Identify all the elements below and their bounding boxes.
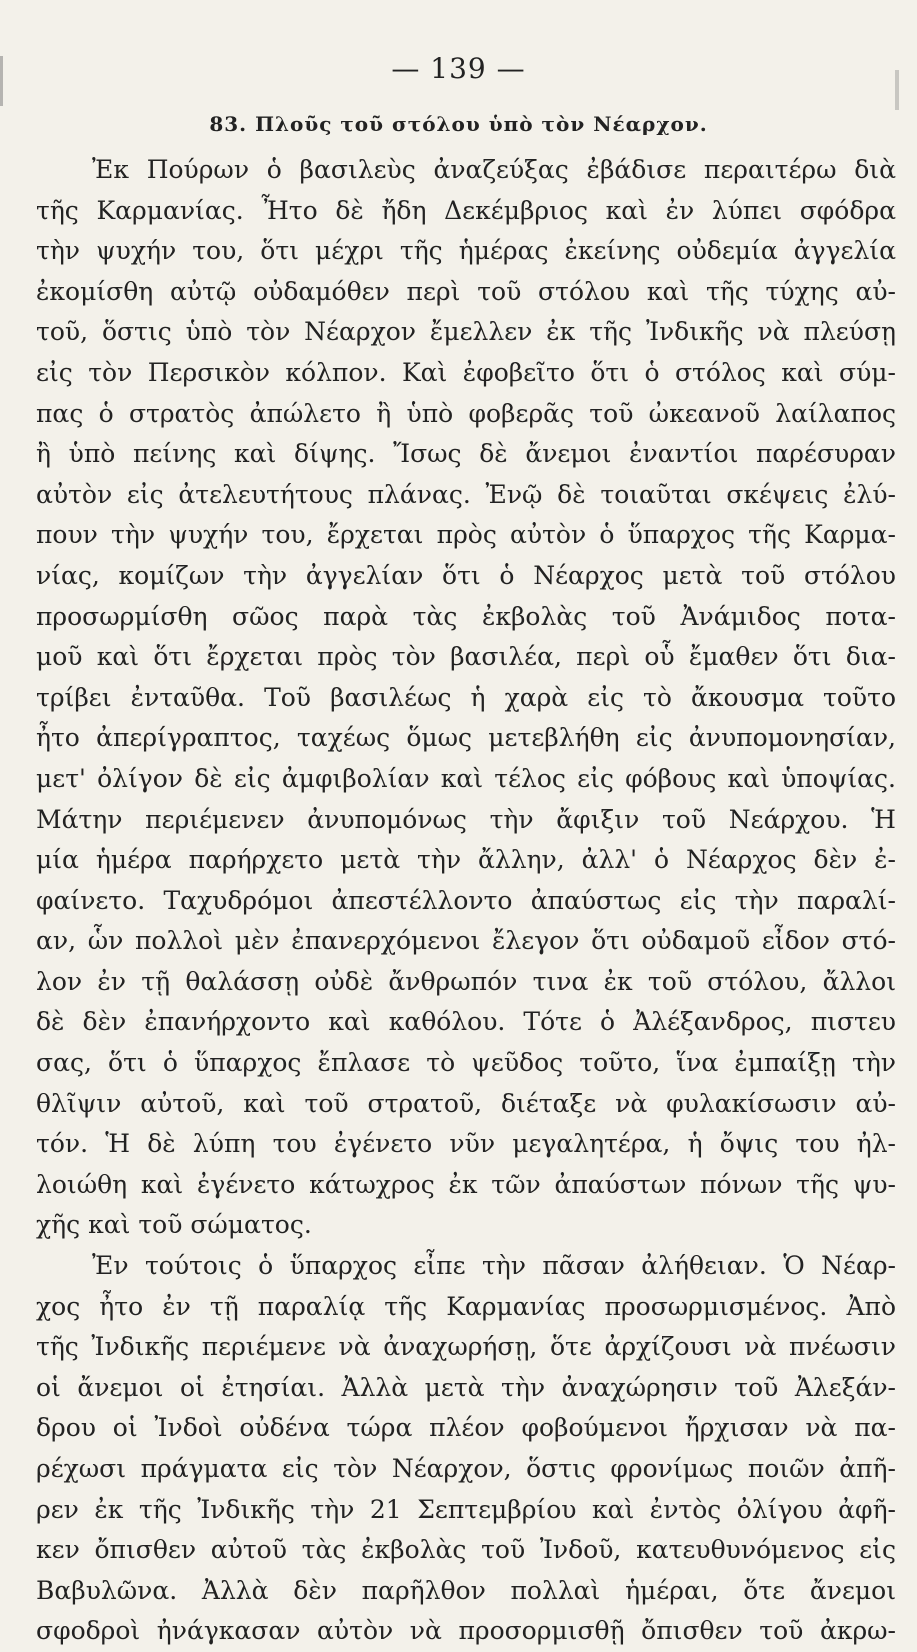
text-line: οἱ ἄνεμοι οἱ ἐτησίαι. Ἀλλὰ μετὰ τὴν ἀναχώρησιν τοῦ Ἀλεξάν- — [36, 1372, 896, 1402]
text-line: τῆς Καρμανίας. Ἦτο δὲ ἤδη Δεκέμβριος καὶ ἐν λύπει σφόδρα — [36, 195, 896, 225]
text-line: αὐτὸν εἰς ἀτελευτήτους πλάνας. Ἐνῷ δὲ τοιαῦται σκέψεις ἐλύ- — [36, 479, 896, 509]
text-line: ἢ ὑπὸ πείνης καὶ δίψης. Ἴσως δὲ ἄνεμοι ἐναντίοι παρέσυραν — [36, 439, 896, 469]
text-line: αν, ὧν πολλοὶ μὲν ἐπανερχόμενοι ἔλεγον ὅτι οὐδαμοῦ εἶδον στό- — [36, 926, 896, 956]
text-line: δὲ δὲν ἐπανήρχοντο καὶ καθόλου. Τότε ὁ Ἀλέξανδρος, πιστευ — [36, 1007, 896, 1037]
text-line: μία ἡμέρα παρήρχετο μετὰ τὴν ἄλλην, ἀλλ' ὁ Νέαρχος δὲν ἐ- — [36, 845, 896, 875]
text-line: τόν. Ἡ δὲ λύπη του ἐγένετο νῦν μεγαλητέρα, ἡ ὄψις του ἠλ- — [36, 1129, 896, 1159]
text-line: πουν τὴν ψυχήν του, ἔρχεται πρὸς αὐτὸν ὁ ὕπαρχος τῆς Καρμα- — [36, 520, 896, 550]
text-line: τρίβει ἐνταῦθα. Τοῦ βασιλέως ἡ χαρὰ εἰς τὸ ἄκουσμα τοῦτο — [36, 682, 896, 712]
text-line: τοῦ, ὅστις ὑπὸ τὸν Νέαρχον ἔμελλεν ἐκ τῆς Ἰνδικῆς νὰ πλεύσῃ — [36, 317, 896, 347]
text-line: ἦτο ἀπερίγραπτος, ταχέως ὅμως μετεβλήθη εἰς ἀνυπομονησίαν, — [36, 723, 896, 753]
text-line: σας, ὅτι ὁ ὕπαρχος ἔπλασε τὸ ψεῦδος τοῦτο, ἵνα ἐμπαίξῃ τὴν — [36, 1048, 896, 1078]
text-line: πας ὁ στρατὸς ἀπώλετο ἢ ὑπὸ φοβερᾶς τοῦ ὠκεανοῦ λαίλαπος — [36, 398, 896, 428]
text-line: Ἐκ Πούρων ὁ βασιλεὺς ἀναζεύξας ἐβάδισε περαιτέρω διὰ — [92, 155, 896, 184]
text-line: κεν ὄπισθεν αὐτοῦ τὰς ἐκβολὰς τοῦ Ἰνδοῦ, κατευθυνόμενος εἰς — [36, 1535, 896, 1565]
text-line: λοιώθη καὶ ἐγένετο κάτωχρος ἐκ τῶν ἀπαύστων πόνων τῆς ψυ- — [36, 1169, 896, 1199]
text-line: Ἐν τούτοις ὁ ὕπαρχος εἶπε τὴν πᾶσαν ἀλήθειαν. Ὁ Νέαρ- — [92, 1251, 896, 1281]
text-line: ρεν ἐκ τῆς Ἰνδικῆς τὴν 21 Σεπτεμβρίου καὶ ἐντὸς ὀλίγου ἀφῆ- — [36, 1494, 896, 1524]
text-line: μετ' ὀλίγον δὲ εἰς ἀμφιβολίαν καὶ τέλος εἰς φόβους καὶ ὑποψίας. — [36, 763, 896, 793]
text-line: φαίνετο. Ταχυδρόμοι ἀπεστέλλοντο ἀπαύστως εἰς τὴν παραλί- — [36, 885, 896, 915]
text-line: δρου οἱ Ἰνδοὶ οὐδένα τώρα πλέον φοβούμενοι ἤρχισαν νὰ πα- — [36, 1413, 896, 1443]
text-line: νίας, κομίζων τὴν ἀγγελίαν ὅτι ὁ Νέαρχος μετὰ τοῦ στόλου — [36, 560, 896, 590]
text-line: τὴν ψυχήν του, ὅτι μέχρι τῆς ἡμέρας ἐκείνης οὐδεμία ἀγγελία — [36, 236, 896, 266]
text-line: εἰς τὸν Περσικὸν κόλπον. Καὶ ἐφοβεῖτο ὅτι ὁ στόλος καὶ σύμ- — [36, 357, 896, 387]
text-line: τῆς Ἰνδικῆς περιέμενε νὰ ἀναχωρήσῃ, ὅτε ἀρχίζουσι νὰ πνέωσιν — [36, 1332, 896, 1362]
text-line: ρέχωσι πράγματα εἰς τὸν Νέαρχον, ὅστις φρονίμως ποιῶν ἀπῆ- — [36, 1454, 896, 1483]
text-line: θλῖψιν αὐτοῦ, καὶ τοῦ στρατοῦ, διέταξε νὰ φυλακίσωσιν αὐ- — [36, 1088, 896, 1118]
text-line: προσωρμίσθη σῶος παρὰ τὰς ἐκβολὰς τοῦ Ἀνάμιδος ποτα- — [36, 601, 896, 631]
text-line: χος ἦτο ἐν τῇ παραλίᾳ τῆς Καρμανίας προσωρμισμένος. Ἀπὸ — [36, 1291, 896, 1321]
body-text — [36, 150, 896, 1652]
text-line: Βαβυλῶνα. Ἀλλὰ δὲν παρῆλθον πολλαὶ ἡμέραι, ὅτε ἄνεμοι — [36, 1575, 896, 1605]
text-line: ἐκομίσθη αὐτῷ οὐδαμόθεν περὶ τοῦ στόλου καὶ τῆς τύχης αὐ- — [36, 276, 896, 306]
text-line: μοῦ καὶ ὅτι ἔρχεται πρὸς τὸν βασιλέα, περὶ οὗ ἔμαθεν ὅτι δια- — [36, 642, 896, 672]
text-line: Μάτην περιέμενεν ἀνυπομόνως τὴν ἄφιξιν τοῦ Νεάρχου. Ἡ — [36, 804, 896, 834]
text-line: λον ἐν τῇ θαλάσσῃ οὐδὲ ἄνθρωπόν τινα ἐκ τοῦ στόλου, ἄλλοι — [36, 966, 896, 996]
section-heading: 83. Πλοῦς τοῦ στόλου ὑπὸ τὸν Νέαρχον. — [209, 112, 708, 136]
text-line: σφοδροὶ ἠνάγκασαν αὐτὸν νὰ προσορμισθῇ ὄπισθεν τοῦ ἀκρω- — [36, 1616, 896, 1646]
page-number: — 139 — — [391, 52, 526, 85]
text-line: χῆς καὶ τοῦ σώματος. — [36, 1210, 312, 1240]
